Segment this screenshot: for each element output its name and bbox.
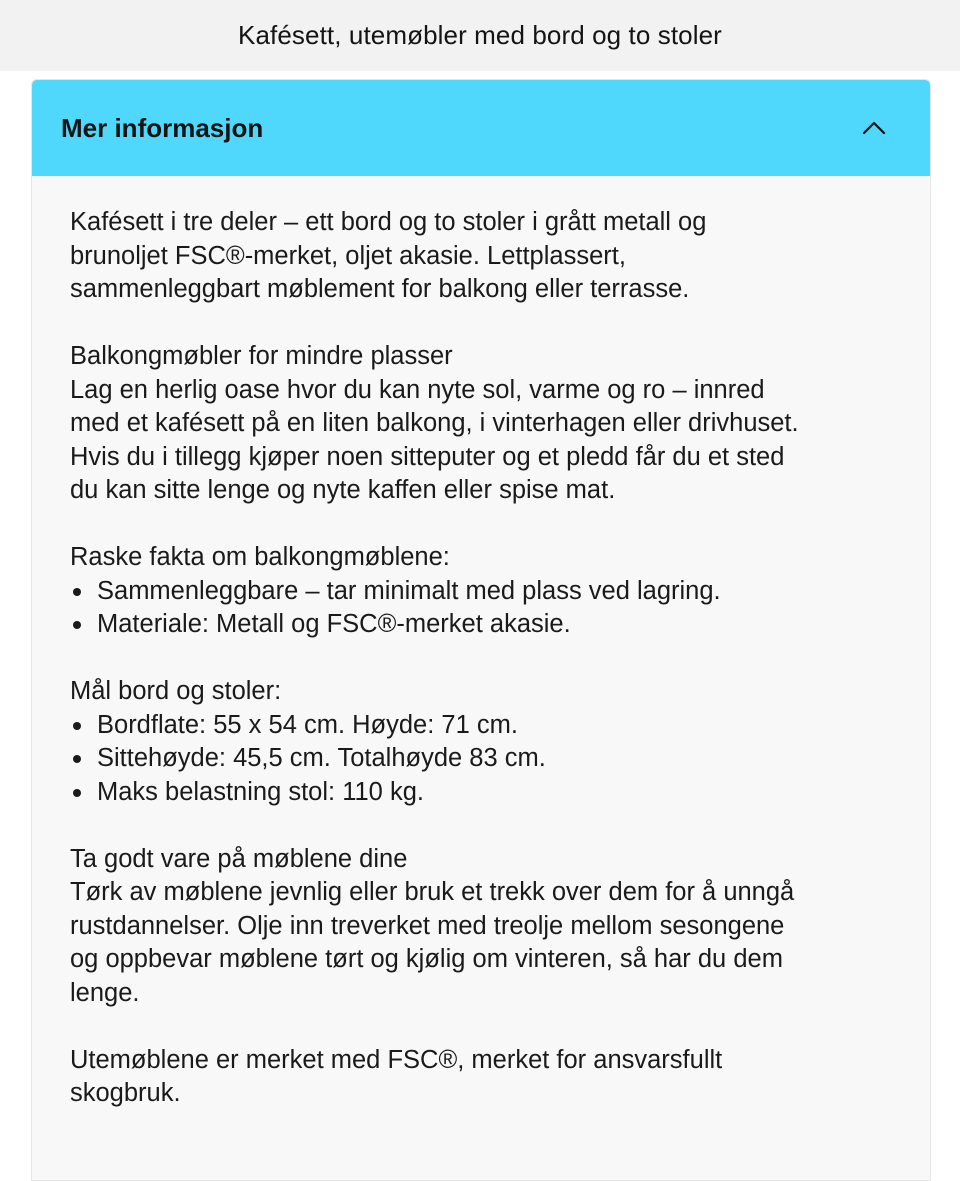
- accordion-body: [32, 176, 930, 1111]
- text-line: Kafésett i tre deler – ett bord og to stoler i grått metall og: [70, 208, 707, 236]
- list-item: Bordflate: 55 x 54 cm. Høyde: 71 cm.: [70, 709, 892, 743]
- text-line: brunoljet FSC®-merket, oljet akasie. Lettplassert,: [70, 241, 626, 270]
- list-item: Sammenleggbare – tar minimalt med plass ved lagring.: [70, 575, 892, 609]
- text-line: du kan sitte lenge og nyte kaffen eller spise mat.: [70, 476, 616, 504]
- facts-section: [70, 541, 892, 642]
- chevron-up-icon[interactable]: [862, 116, 886, 140]
- section-heading: Ta godt vare på møblene dine: [70, 844, 408, 873]
- text-line: Utemøblene er merket med FSC®, merket for ansvarsfullt: [70, 1045, 723, 1074]
- text-line: og oppbevar møblene tørt og kjølig om vinteren, så har du dem: [70, 945, 783, 973]
- text-line: med et kafésett på en liten balkong, i vinterhagen eller drivhuset.: [70, 409, 799, 437]
- section-heading: Raske fakta om balkongmøblene:: [70, 543, 450, 571]
- text-line: Tørk av møblene jevnlig eller bruk et trekk over dem for å unngå: [70, 878, 795, 906]
- fsc-paragraph: [70, 1044, 892, 1111]
- text-line: lenge.: [70, 978, 140, 1007]
- text-line: Lag en herlig oase hvor du kan nyte sol, varme og ro – innred: [70, 375, 765, 404]
- accordion-title: Mer informasjon: [61, 112, 264, 143]
- intro-paragraph: [70, 206, 892, 307]
- top-bar: [0, 0, 960, 71]
- accordion-header[interactable]: [32, 80, 930, 176]
- section-heading: Mål bord og stoler:: [70, 677, 282, 705]
- list-item: Maks belastning stol: 110 kg.: [70, 776, 892, 810]
- facts-list: [70, 575, 892, 642]
- page-title: Kafésett, utemøbler med bord og to stoler: [238, 20, 722, 50]
- care-paragraph: [70, 843, 892, 1011]
- text-line: sammenleggbart møblement for balkong eller terrasse.: [70, 275, 690, 303]
- section-heading: Balkongmøbler for mindre plasser: [70, 342, 453, 370]
- text-line: Hvis du i tillegg kjøper noen sitteputer og et pledd får du et sted: [70, 442, 785, 471]
- list-item: Materiale: Metall og FSC®-merket akasie.: [70, 608, 892, 642]
- more-info-accordion: [31, 79, 931, 1181]
- text-line: skogbruk.: [70, 1079, 181, 1107]
- dimensions-list: [70, 709, 892, 810]
- list-item: Sittehøyde: 45,5 cm. Totalhøyde 83 cm.: [70, 742, 892, 776]
- dimensions-section: [70, 675, 892, 809]
- text-line: rustdannelser. Olje inn treverket med treolje mellom sesongene: [70, 911, 785, 940]
- balcony-paragraph: [70, 340, 892, 508]
